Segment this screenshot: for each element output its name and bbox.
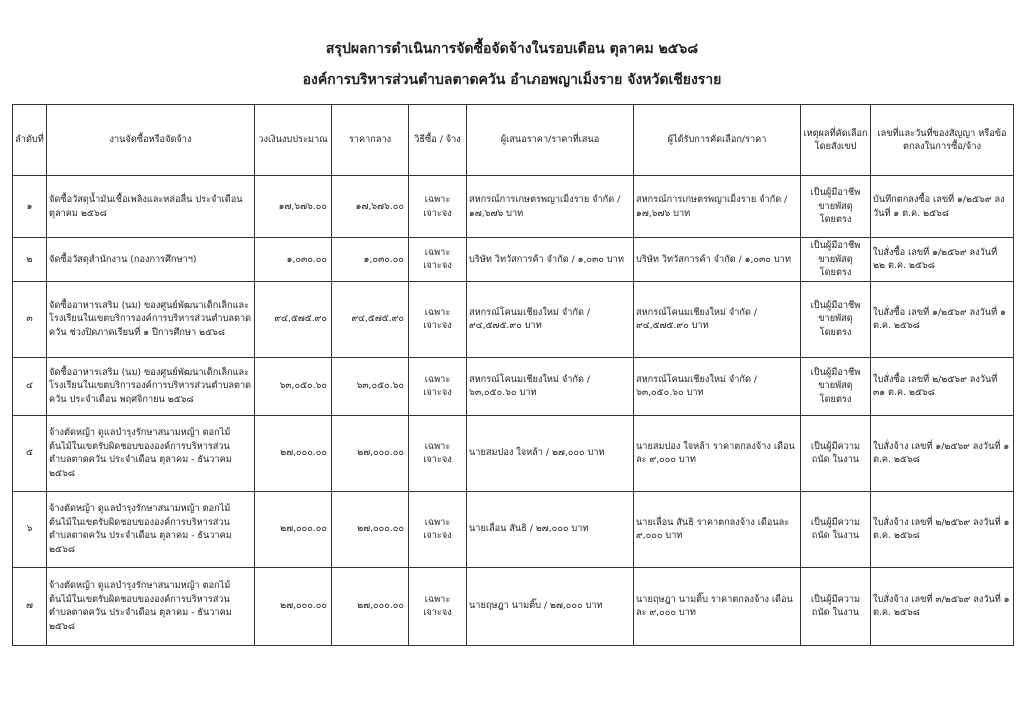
row-contract: ใบสั่งซื้อ เลขที่ ๒/๒๕๖๙ ลงวันที่ ๓๑ ต.ค. ๒๕๖๘ [871, 357, 1014, 415]
row-no: ๗ [13, 567, 47, 645]
header-contract: เลขที่และวันที่ของสัญญา หรือข้อตกลงในการซื้อ/จ้าง [871, 105, 1014, 176]
row-selected: บริษัท วิทวัสการค้า จำกัด / ๑,๐๓๐ บาท [634, 238, 801, 282]
row-budget: ๑๗,๖๗๖.๐๐ [255, 176, 332, 238]
header-bidder: ผู้เสนอราคา/ราคาที่เสนอ [467, 105, 634, 176]
row-item: จ้างตัดหญ้า ดูแลบำรุงรักษาสนามหญ้า ตอกไม้ต้นไม้ในเขตรับผิดชอบขององค์การบริหารส่วนตำบลตาดควัน ประจำเดือน ตุลาคม - ธันวาคม ๒๕๖๘ [47, 567, 255, 645]
row-method: เฉพาะเจาะจง [409, 357, 467, 415]
header-reason: เหตุผลที่คัดเลือก โดยสังเขป [801, 105, 871, 176]
row-no: ๖ [13, 491, 47, 567]
row-no: ๕ [13, 415, 47, 491]
row-contract: ใบสั่งจ้าง เลขที่ ๑/๒๕๖๙ ลงวันที่ ๑ ต.ค. ๒๕๖๘ [871, 415, 1014, 491]
row-selected: นายสมปอง ใจหล้า ราคาตกลงจ้าง เดือนละ ๙,๐๐๐ บาท [634, 415, 801, 491]
table-row [13, 176, 1014, 238]
row-reason: เป็นผู้มีอาชีพ ขายพัสดุโดยตรง [801, 238, 871, 282]
table-row [13, 567, 1014, 645]
row-no: ๒ [13, 238, 47, 282]
table-header-row [13, 105, 1014, 176]
row-item: จ้างตัดหญ้า ดูแลบำรุงรักษาสนามหญ้า ตอกไม้ต้นไม้ในเขตรับผิดชอบขององค์การบริหารส่วนตำบลตาดควัน ประจำเดือน ตุลาคม - ธันวาคม ๒๕๖๘ [47, 491, 255, 567]
document-title: สรุปผลการดำเนินการจัดซื้อจัดจ้างในรอบเดือน ตุลาคม ๒๕๖๘ [325, 41, 699, 57]
row-bidder: นายฤษฎา นามติ๊บ / ๒๗,๐๐๐ บาท [467, 567, 634, 645]
header-median-price: ราคากลาง [332, 105, 409, 176]
header-method: วิธีซื้อ / จ้าง [409, 105, 467, 176]
row-bidder: นายเลื่อน สันธิ / ๒๗,๐๐๐ บาท [467, 491, 634, 567]
row-budget: ๒๗,๐๐๐.๐๐ [255, 491, 332, 567]
row-budget: ๒๗,๐๐๐.๐๐ [255, 567, 332, 645]
row-method: เฉพาะเจาะจง [409, 491, 467, 567]
row-bidder: สหกรณ์โคนมเชียงใหม่ จำกัด / ๙๔,๕๗๕.๙๐ บาท [467, 281, 634, 357]
row-median-price: ๖๓,๐๕๐.๖๐ [332, 357, 409, 415]
row-median-price: ๒๗,๐๐๐.๐๐ [332, 415, 409, 491]
row-reason: เป็นผู้มีอาชีพ ขายพัสดุโดยตรง [801, 281, 871, 357]
header-budget: วงเงินงบประมาณ [255, 105, 332, 176]
row-budget: ๙๔,๕๗๕.๙๐ [255, 281, 332, 357]
row-bidder: สหกรณ์การเกษตรพญาเม็งราย จำกัด / ๑๗,๖๗๖ บาท [467, 176, 634, 238]
row-item: จัดซื้ออาหารเสริม (นม) ของศูนย์พัฒนาเด็กเล็กและโรงเรียนในเขตบริการองค์การบริหารส่วนตำบลตาดควัน ช่วงปิดภาคเรียนที่ ๑ ปีการศึกษา ๒๕๖๘ [47, 281, 255, 357]
row-median-price: ๒๗,๐๐๐.๐๐ [332, 567, 409, 645]
row-bidder: บริษัท วิทวัสการค้า จำกัด / ๑,๐๓๐ บาท [467, 238, 634, 282]
row-median-price: ๙๔,๕๗๕.๙๐ [332, 281, 409, 357]
row-median-price: ๑,๐๓๐.๐๐ [332, 238, 409, 282]
row-reason: เป็นผู้มีอาชีพ ขายพัสดุโดยตรง [801, 357, 871, 415]
row-item: จัดซื้ออาหารเสริม (นม) ของศูนย์พัฒนาเด็กเล็กและโรงเรียนในเขตบริการองค์การบริหารส่วนตำบลตาดควัน ประจำเดือน พฤศจิกายน ๒๕๖๘ [47, 357, 255, 415]
row-method: เฉพาะเจาะจง [409, 567, 467, 645]
row-selected: นายฤษฎา นามติ๊บ ราคาตกลงจ้าง เดือนละ ๙,๐๐๐ บาท [634, 567, 801, 645]
header-item: งานจัดซื้อหรือจัดจ้าง [47, 105, 255, 176]
row-bidder: นายสมปอง ใจหล้า / ๒๗,๐๐๐ บาท [467, 415, 634, 491]
row-contract: บันทึกตกลงซื้อ เลขที่ ๑/๒๕๖๙ ลงวันที่ ๑ ต.ค. ๒๕๖๘ [871, 176, 1014, 238]
row-bidder: สหกรณ์โคนมเชียงใหม่ จำกัด / ๖๓,๐๕๐.๖๐ บาท [467, 357, 634, 415]
table-row [13, 238, 1014, 282]
row-budget: ๒๗,๐๐๐.๐๐ [255, 415, 332, 491]
row-method: เฉพาะเจาะจง [409, 176, 467, 238]
row-no: ๔ [13, 357, 47, 415]
table-row [13, 415, 1014, 491]
procurement-table [12, 104, 1014, 646]
row-item: จัดซื้อวัสดุน้ำมันเชื้อเพลิงและหล่อลื่น ประจำเดือน ตุลาคม ๒๕๖๘ [47, 176, 255, 238]
table-row [13, 491, 1014, 567]
row-reason: เป็นผู้มีความถนัด ในงาน [801, 491, 871, 567]
row-method: เฉพาะเจาะจง [409, 415, 467, 491]
row-selected: นายเลื่อน สันธิ ราคาตกลงจ้าง เดือนละ ๙,๐๐๐ บาท [634, 491, 801, 567]
row-median-price: ๑๗,๖๗๖.๐๐ [332, 176, 409, 238]
row-method: เฉพาะเจาะจง [409, 238, 467, 282]
row-reason: เป็นผู้มีความถนัด ในงาน [801, 567, 871, 645]
table-row [13, 281, 1014, 357]
row-no: ๓ [13, 281, 47, 357]
row-contract: ใบสั่งซื้อ เลขที่ ๑/๒๕๖๙ ลงวันที่ ๒๒ ต.ค. ๒๕๖๘ [871, 238, 1014, 282]
row-selected: สหกรณ์โคนมเชียงใหม่ จำกัด / ๖๓,๐๕๐.๖๐ บาท [634, 357, 801, 415]
row-budget: ๑,๐๓๐.๐๐ [255, 238, 332, 282]
row-no: ๑ [13, 176, 47, 238]
row-selected: สหกรณ์การเกษตรพญาเม็งราย จำกัด / ๑๗,๖๗๖ บาท [634, 176, 801, 238]
row-contract: ใบสั่งจ้าง เลขที่ ๓/๒๕๖๙ ลงวันที่ ๑ ต.ค. ๒๕๖๘ [871, 567, 1014, 645]
row-selected: สหกรณ์โคนมเชียงใหม่ จำกัด / ๙๔,๕๗๕.๙๐ บาท [634, 281, 801, 357]
row-reason: เป็นผู้มีอาชีพ ขายพัสดุโดยตรง [801, 176, 871, 238]
table-row [13, 357, 1014, 415]
row-reason: เป็นผู้มีความถนัด ในงาน [801, 415, 871, 491]
row-median-price: ๒๗,๐๐๐.๐๐ [332, 491, 409, 567]
row-contract: ใบสั่งซื้อ เลขที่ ๑/๒๕๖๙ ลงวันที่ ๑ ต.ค. ๒๕๖๘ [871, 281, 1014, 357]
row-budget: ๖๓,๐๕๐.๖๐ [255, 357, 332, 415]
row-item: จัดซื้อวัสดุสำนักงาน (กองการศึกษาฯ) [47, 238, 255, 282]
row-method: เฉพาะเจาะจง [409, 281, 467, 357]
row-item: จ้างตัดหญ้า ดูแลบำรุงรักษาสนามหญ้า ตอกไม้ต้นไม้ในเขตรับผิดชอบขององค์การบริหารส่วนตำบลตาดควัน ประจำเดือน ตุลาคม - ธันวาคม ๒๕๖๘ [47, 415, 255, 491]
header-selected: ผู้ได้รับการคัดเลือก/ราคา [634, 105, 801, 176]
document-subtitle: องค์การบริหารส่วนตำบลตาดควัน อำเภอพญาเม็งราย จังหวัดเชียงราย [302, 72, 722, 88]
row-contract: ใบสั่งจ้าง เลขที่ ๒/๒๕๖๙ ลงวันที่ ๑ ต.ค. ๒๕๖๘ [871, 491, 1014, 567]
header-no: ลำดับที่ [13, 105, 47, 176]
